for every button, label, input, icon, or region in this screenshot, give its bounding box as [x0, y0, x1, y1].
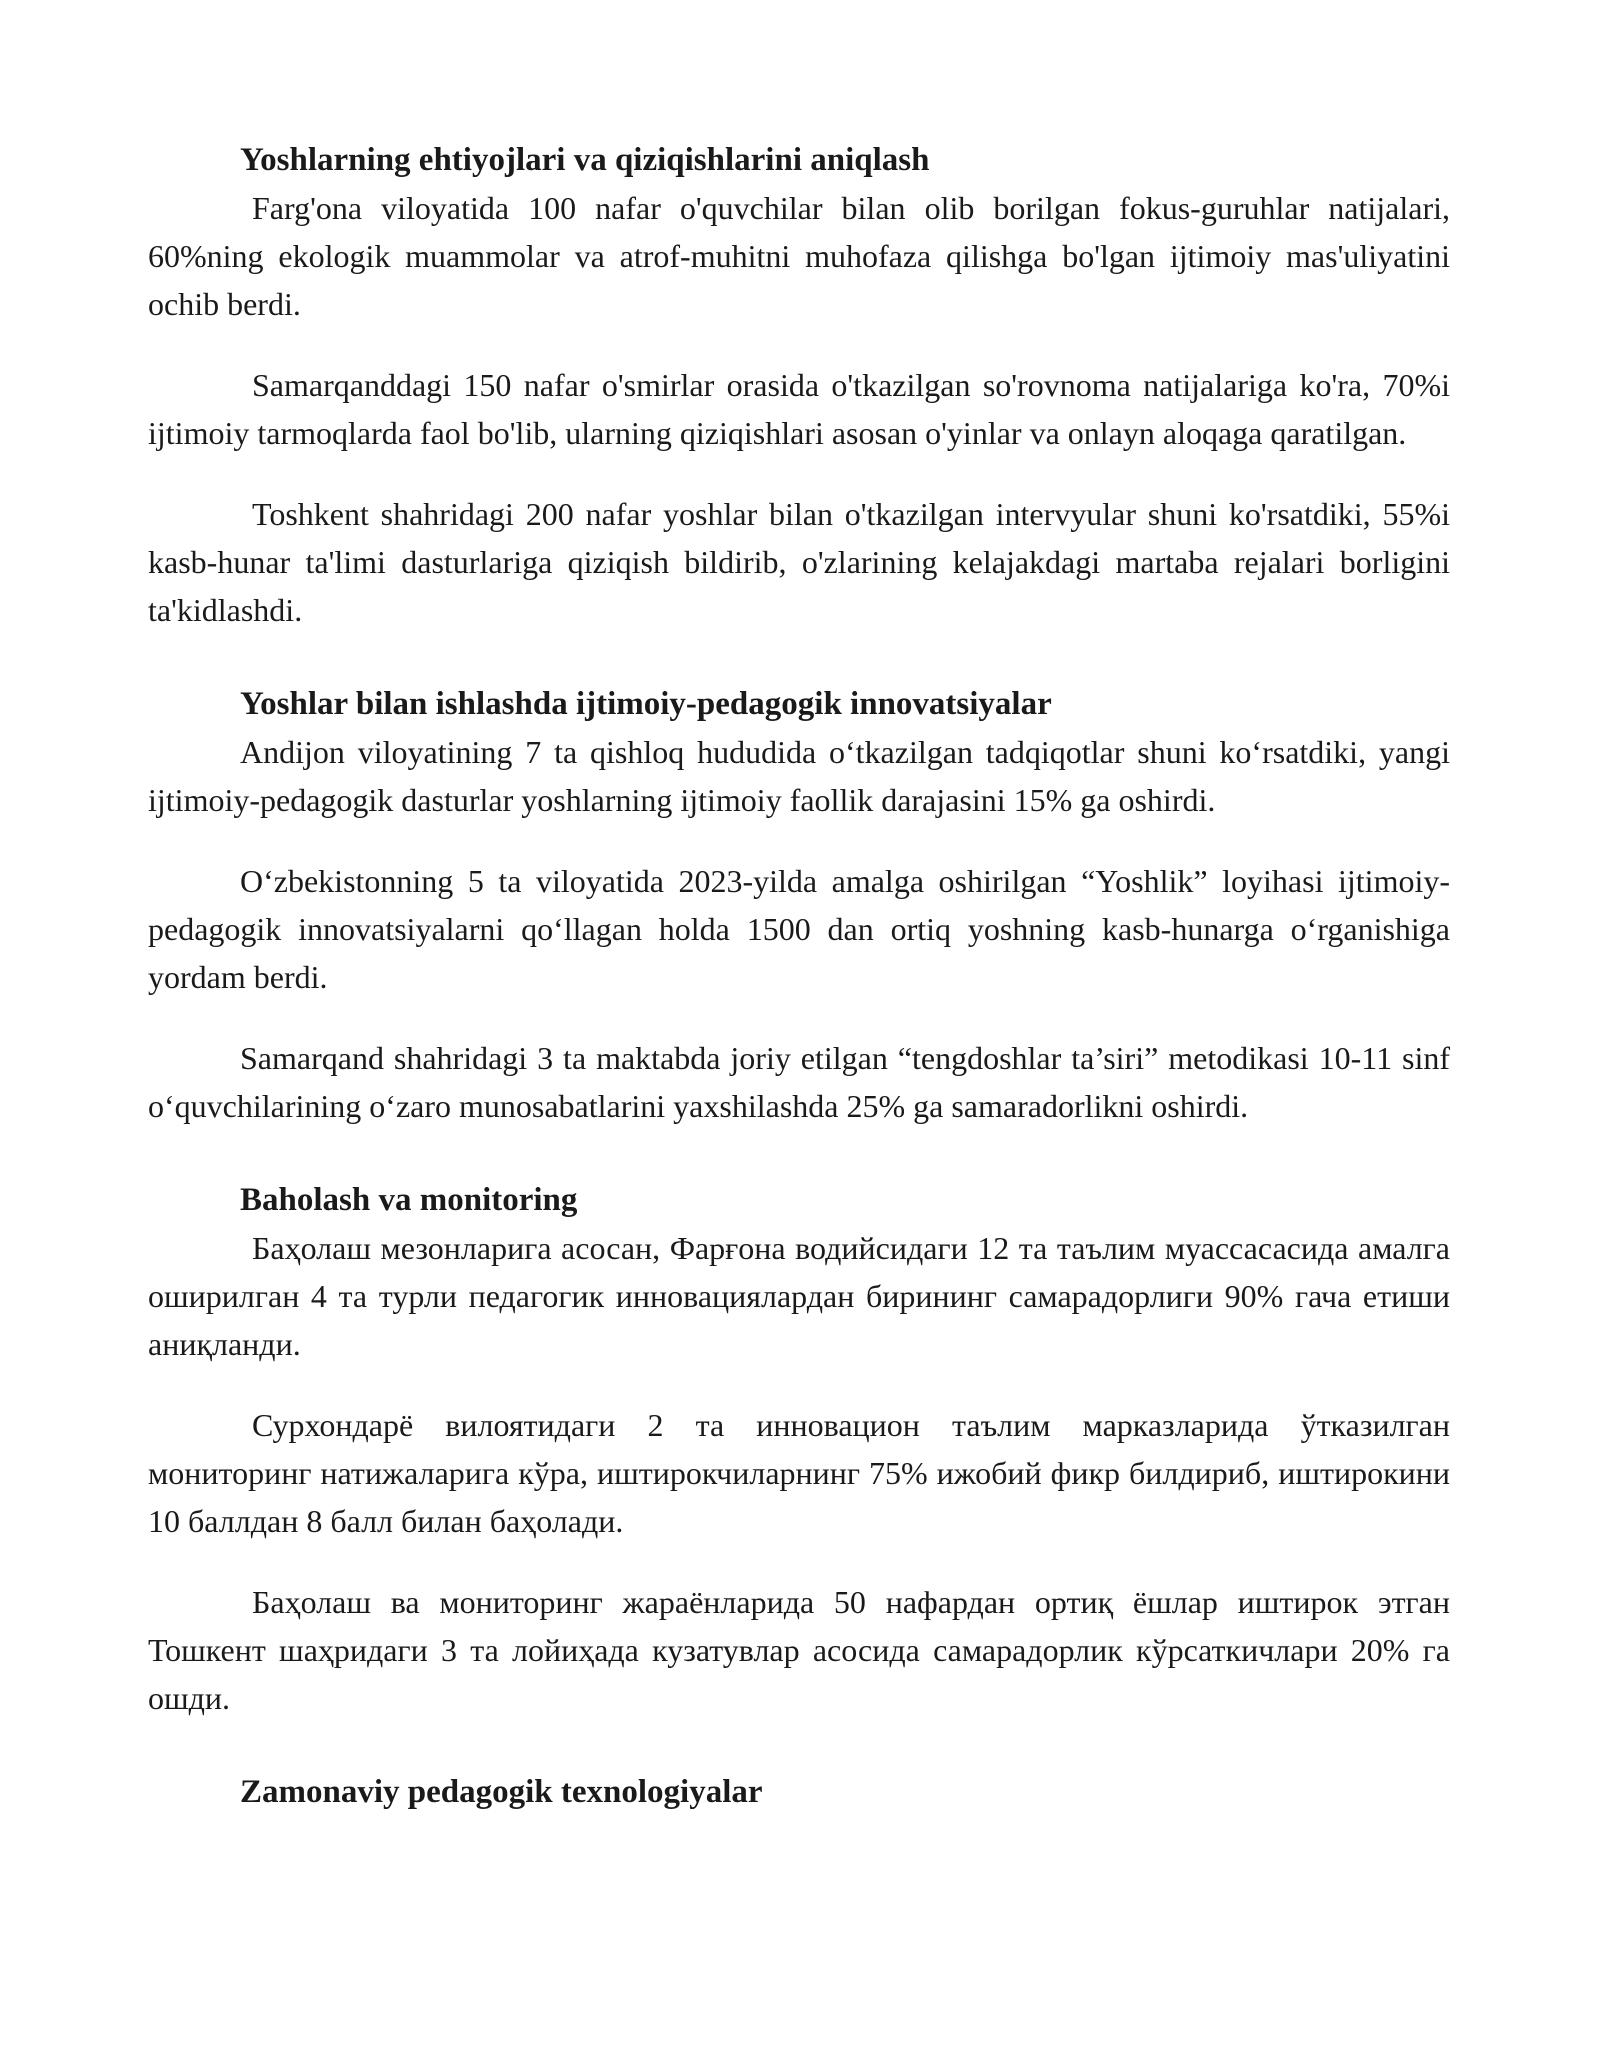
- paragraph: Andijon viloyatining 7 ta qishloq hududida oʻtkazilgan tadqiqotlar shuni koʻrsatdiki, yangi ijtimoiy-pedagogik dasturlar yoshlarning ijtimoiy faollik darajasini 15% ga oshirdi.: [148, 734, 1450, 818]
- paragraph: Samarqanddagi 150 nafar o'smirlar orasida o'tkazilgan so'rovnoma natijalariga ko'ra, 70%i ijtimoiy tarmoqlarda faol bo'lib, ularning qiziqishlari asosan o'yinlar va onlayn aloqaga qaratilgan.: [148, 367, 1450, 451]
- paragraph: Баҳолаш мезонларига асосан, Фарғона водийсидаги 12 та таълим муассасасида амалга оширилган 4 та турли педагогик инновациялардан бирининг самарадорлиги 90% гача етиши аниқланди.: [148, 1230, 1450, 1362]
- section-heading: Yoshlarning ehtiyojlari va qiziqishlarini aniqlash: [240, 142, 930, 178]
- paragraph: Сурхондарё вилоятидаги 2 та инновацион таълим марказларида ўтказилган мониторинг натижаларига кўра, иштирокчиларнинг 75% ижобий фикр билдириб, иштирокини 10 баллдан 8 балл билан баҳолади.: [148, 1407, 1450, 1539]
- paragraph: Баҳолаш ва мониторинг жараёнларида 50 нафардан ортиқ ёшлар иштирок этган Тошкент шаҳридаги 3 та лойиҳада кузатувлар асосида самарадорлик кўрсаткичлари 20% га ошди.: [148, 1584, 1450, 1716]
- paragraph: Samarqand shahridagi 3 ta maktabda joriy etilgan “tengdoshlar ta’siri” metodikasi 10-11 sinf oʻquvchilarining oʻzaro munosabatlarini yaxshilashda 25% ga samaradorlikni oshirdi.: [148, 1040, 1450, 1124]
- paragraph: Toshkent shahridagi 200 nafar yoshlar bilan o'tkazilgan intervyular shuni ko'rsatdiki, 55%i kasb-hunar ta'limi dasturlariga qiziqish bildirib, o'zlarining kelajakdagi martaba rejalari borligini ta'kidlashdi.: [148, 496, 1450, 628]
- section-heading: Zamonaviy pedagogik texnologiyalar: [240, 1774, 763, 1810]
- section-heading: Baholash va monitoring: [240, 1182, 578, 1218]
- document-page: [148, 136, 1450, 1816]
- paragraph: Oʻzbekistonning 5 ta viloyatida 2023-yilda amalga oshirilgan “Yoshlik” loyihasi ijtimoiy-pedagogik innovatsiyalarni qoʻllagan holda 1500 dan ortiq yoshning kasb-hunarga oʻrganishiga yordam berdi.: [148, 863, 1450, 995]
- section-heading: Yoshlar bilan ishlashda ijtimoiy-pedagogik innovatsiyalar: [240, 686, 1052, 722]
- paragraph: Farg'ona viloyatida 100 nafar o'quvchilar bilan olib borilgan fokus-guruhlar natijalari, 60%ning ekologik muammolar va atrof-muhitni muhofaza qilishga bo'lgan ijtimoiy mas'uliyatini ochib berdi.: [148, 190, 1450, 322]
